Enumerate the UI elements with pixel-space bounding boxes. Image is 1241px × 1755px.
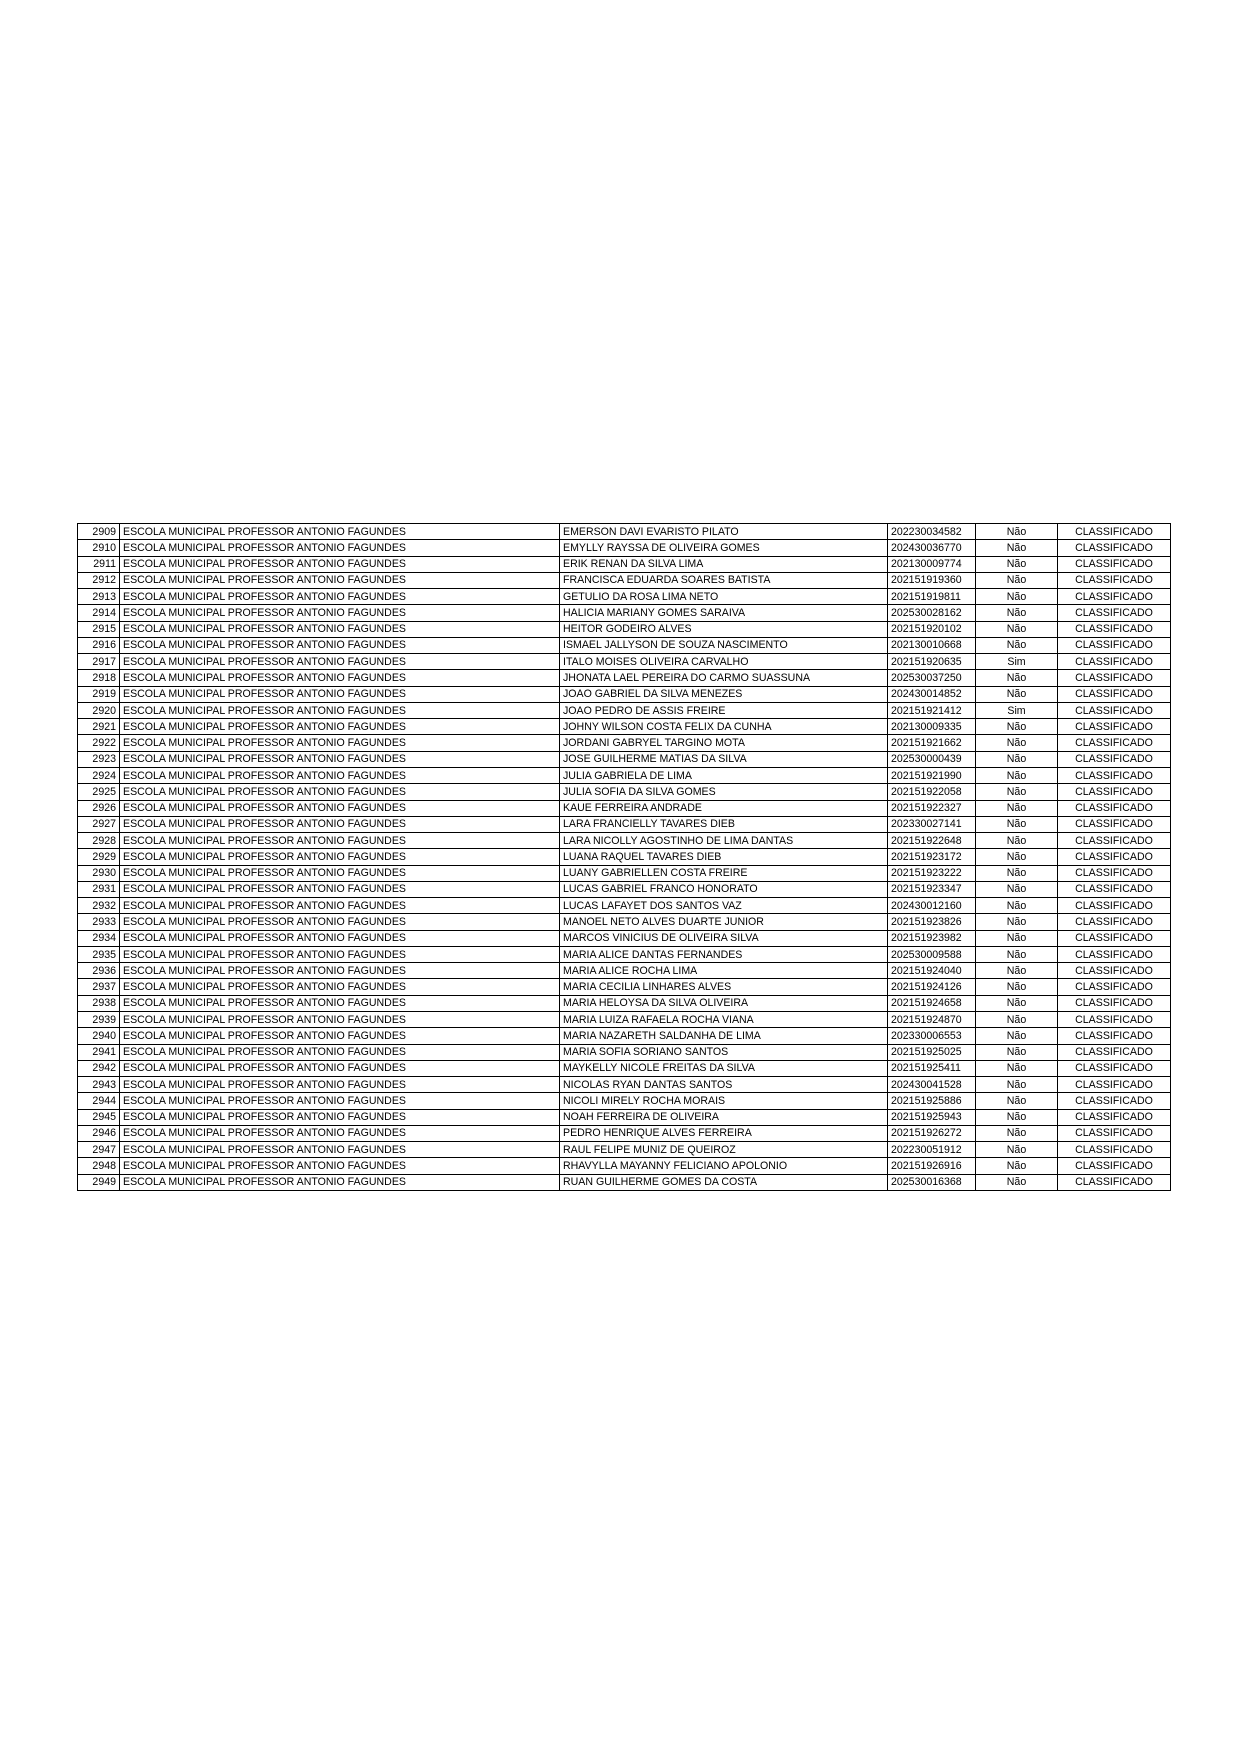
school-name-cell: ESCOLA MUNICIPAL PROFESSOR ANTONIO FAGUNDES <box>120 963 560 979</box>
status-cell: CLASSIFICADO <box>1058 946 1171 962</box>
student-name-cell: JOSE GUILHERME MATIAS DA SILVA <box>560 751 888 767</box>
school-name-cell: ESCOLA MUNICIPAL PROFESSOR ANTONIO FAGUNDES <box>120 995 560 1011</box>
registration-cell: 202151920635 <box>888 654 976 670</box>
registration-cell: 202151921412 <box>888 702 976 718</box>
table-row <box>78 572 1171 588</box>
student-name-cell: MARIA NAZARETH SALDANHA DE LIMA <box>560 1028 888 1044</box>
flag-cell: Não <box>976 605 1058 621</box>
row-number-cell: 2944 <box>78 1093 120 1109</box>
row-number-cell: 2922 <box>78 735 120 751</box>
flag-cell: Não <box>976 621 1058 637</box>
flag-cell: Não <box>976 930 1058 946</box>
status-cell: CLASSIFICADO <box>1058 719 1171 735</box>
student-name-cell: HALICIA MARIANY GOMES SARAIVA <box>560 605 888 621</box>
row-number-cell: 2948 <box>78 1158 120 1174</box>
student-name-cell: MARCOS VINICIUS DE OLIVEIRA SILVA <box>560 930 888 946</box>
registration-cell: 202330027141 <box>888 816 976 832</box>
school-name-cell: ESCOLA MUNICIPAL PROFESSOR ANTONIO FAGUNDES <box>120 686 560 702</box>
flag-cell: Não <box>976 800 1058 816</box>
row-number-cell: 2945 <box>78 1109 120 1125</box>
flag-cell: Não <box>976 1093 1058 1109</box>
student-name-cell: ITALO MOISES OLIVEIRA CARVALHO <box>560 654 888 670</box>
student-name-cell: RUAN GUILHERME GOMES DA COSTA <box>560 1174 888 1190</box>
registration-cell: 202151919811 <box>888 589 976 605</box>
status-cell: CLASSIFICADO <box>1058 621 1171 637</box>
student-name-cell: MANOEL NETO ALVES DUARTE JUNIOR <box>560 914 888 930</box>
flag-cell: Não <box>976 1028 1058 1044</box>
row-number-cell: 2920 <box>78 702 120 718</box>
school-name-cell: ESCOLA MUNICIPAL PROFESSOR ANTONIO FAGUNDES <box>120 1142 560 1158</box>
student-name-cell: JOHNY WILSON COSTA FELIX DA CUNHA <box>560 719 888 735</box>
school-name-cell: ESCOLA MUNICIPAL PROFESSOR ANTONIO FAGUNDES <box>120 719 560 735</box>
registration-cell: 202151923826 <box>888 914 976 930</box>
registration-cell: 202430036770 <box>888 540 976 556</box>
status-cell: CLASSIFICADO <box>1058 784 1171 800</box>
table-row <box>78 914 1171 930</box>
flag-cell: Não <box>976 767 1058 783</box>
registration-cell: 202151924870 <box>888 1011 976 1027</box>
table-row <box>78 524 1171 540</box>
status-cell: CLASSIFICADO <box>1058 1044 1171 1060</box>
row-number-cell: 2914 <box>78 605 120 621</box>
row-number-cell: 2926 <box>78 800 120 816</box>
row-number-cell: 2929 <box>78 849 120 865</box>
student-name-cell: RHAVYLLA MAYANNY FELICIANO APOLONIO <box>560 1158 888 1174</box>
school-name-cell: ESCOLA MUNICIPAL PROFESSOR ANTONIO FAGUNDES <box>120 1174 560 1190</box>
table-row <box>78 898 1171 914</box>
school-name-cell: ESCOLA MUNICIPAL PROFESSOR ANTONIO FAGUNDES <box>120 556 560 572</box>
flag-cell: Não <box>976 816 1058 832</box>
status-cell: CLASSIFICADO <box>1058 686 1171 702</box>
school-name-cell: ESCOLA MUNICIPAL PROFESSOR ANTONIO FAGUNDES <box>120 735 560 751</box>
flag-cell: Não <box>976 751 1058 767</box>
student-name-cell: LARA FRANCIELLY TAVARES DIEB <box>560 816 888 832</box>
row-number-cell: 2928 <box>78 833 120 849</box>
registration-cell: 202430041528 <box>888 1077 976 1093</box>
table-row <box>78 833 1171 849</box>
flag-cell: Não <box>976 1174 1058 1190</box>
registration-cell: 202151921662 <box>888 735 976 751</box>
flag-cell: Não <box>976 686 1058 702</box>
table-row <box>78 589 1171 605</box>
school-name-cell: ESCOLA MUNICIPAL PROFESSOR ANTONIO FAGUNDES <box>120 833 560 849</box>
student-name-cell: MAYKELLY NICOLE FREITAS DA SILVA <box>560 1060 888 1076</box>
status-cell: CLASSIFICADO <box>1058 1109 1171 1125</box>
row-number-cell: 2943 <box>78 1077 120 1093</box>
table-row <box>78 816 1171 832</box>
student-name-cell: JOAO PEDRO DE ASSIS FREIRE <box>560 702 888 718</box>
student-name-cell: HEITOR GODEIRO ALVES <box>560 621 888 637</box>
status-cell: CLASSIFICADO <box>1058 995 1171 1011</box>
row-number-cell: 2912 <box>78 572 120 588</box>
status-cell: CLASSIFICADO <box>1058 914 1171 930</box>
registration-cell: 202151926916 <box>888 1158 976 1174</box>
row-number-cell: 2915 <box>78 621 120 637</box>
row-number-cell: 2938 <box>78 995 120 1011</box>
school-name-cell: ESCOLA MUNICIPAL PROFESSOR ANTONIO FAGUNDES <box>120 979 560 995</box>
status-cell: CLASSIFICADO <box>1058 605 1171 621</box>
registration-cell: 202151924658 <box>888 995 976 1011</box>
table-row <box>78 556 1171 572</box>
school-name-cell: ESCOLA MUNICIPAL PROFESSOR ANTONIO FAGUNDES <box>120 621 560 637</box>
table-row <box>78 865 1171 881</box>
registration-cell: 202151919360 <box>888 572 976 588</box>
flag-cell: Não <box>976 1142 1058 1158</box>
row-number-cell: 2910 <box>78 540 120 556</box>
registration-cell: 202151923222 <box>888 865 976 881</box>
registration-cell: 202330006553 <box>888 1028 976 1044</box>
student-name-cell: FRANCISCA EDUARDA SOARES BATISTA <box>560 572 888 588</box>
registration-cell: 202530037250 <box>888 670 976 686</box>
flag-cell: Não <box>976 1011 1058 1027</box>
table-row <box>78 1044 1171 1060</box>
status-cell: CLASSIFICADO <box>1058 816 1171 832</box>
flag-cell: Não <box>976 1060 1058 1076</box>
flag-cell: Não <box>976 963 1058 979</box>
table-row <box>78 784 1171 800</box>
status-cell: CLASSIFICADO <box>1058 930 1171 946</box>
table-row <box>78 621 1171 637</box>
table-row <box>78 719 1171 735</box>
student-name-cell: EMERSON DAVI EVARISTO PILATO <box>560 524 888 540</box>
student-name-cell: LUANA RAQUEL TAVARES DIEB <box>560 849 888 865</box>
flag-cell: Não <box>976 995 1058 1011</box>
school-name-cell: ESCOLA MUNICIPAL PROFESSOR ANTONIO FAGUNDES <box>120 1060 560 1076</box>
school-name-cell: ESCOLA MUNICIPAL PROFESSOR ANTONIO FAGUNDES <box>120 849 560 865</box>
school-name-cell: ESCOLA MUNICIPAL PROFESSOR ANTONIO FAGUNDES <box>120 816 560 832</box>
registration-cell: 202151924040 <box>888 963 976 979</box>
table-row <box>78 686 1171 702</box>
flag-cell: Sim <box>976 702 1058 718</box>
status-cell: CLASSIFICADO <box>1058 1142 1171 1158</box>
student-name-cell: JULIA SOFIA DA SILVA GOMES <box>560 784 888 800</box>
status-cell: CLASSIFICADO <box>1058 1077 1171 1093</box>
student-name-cell: MARIA ALICE DANTAS FERNANDES <box>560 946 888 962</box>
school-name-cell: ESCOLA MUNICIPAL PROFESSOR ANTONIO FAGUNDES <box>120 670 560 686</box>
table-row <box>78 963 1171 979</box>
row-number-cell: 2932 <box>78 898 120 914</box>
registration-cell: 202430014852 <box>888 686 976 702</box>
row-number-cell: 2909 <box>78 524 120 540</box>
results-table-body <box>78 524 1171 1191</box>
status-cell: CLASSIFICADO <box>1058 735 1171 751</box>
school-name-cell: ESCOLA MUNICIPAL PROFESSOR ANTONIO FAGUNDES <box>120 800 560 816</box>
status-cell: CLASSIFICADO <box>1058 540 1171 556</box>
flag-cell: Não <box>976 670 1058 686</box>
student-name-cell: GETULIO DA ROSA LIMA NETO <box>560 589 888 605</box>
flag-cell: Não <box>976 881 1058 897</box>
flag-cell: Não <box>976 833 1058 849</box>
row-number-cell: 2940 <box>78 1028 120 1044</box>
flag-cell: Não <box>976 979 1058 995</box>
student-name-cell: MARIA LUIZA RAFAELA ROCHA VIANA <box>560 1011 888 1027</box>
row-number-cell: 2931 <box>78 881 120 897</box>
table-row <box>78 1060 1171 1076</box>
status-cell: CLASSIFICADO <box>1058 881 1171 897</box>
table-row <box>78 654 1171 670</box>
flag-cell: Sim <box>976 654 1058 670</box>
status-cell: CLASSIFICADO <box>1058 1158 1171 1174</box>
registration-cell: 202151925886 <box>888 1093 976 1109</box>
status-cell: CLASSIFICADO <box>1058 833 1171 849</box>
status-cell: CLASSIFICADO <box>1058 963 1171 979</box>
table-row <box>78 1142 1171 1158</box>
registration-cell: 202530000439 <box>888 751 976 767</box>
status-cell: CLASSIFICADO <box>1058 572 1171 588</box>
row-number-cell: 2930 <box>78 865 120 881</box>
registration-cell: 202151925025 <box>888 1044 976 1060</box>
status-cell: CLASSIFICADO <box>1058 849 1171 865</box>
status-cell: CLASSIFICADO <box>1058 767 1171 783</box>
flag-cell: Não <box>976 898 1058 914</box>
row-number-cell: 2947 <box>78 1142 120 1158</box>
student-name-cell: PEDRO HENRIQUE ALVES FERREIRA <box>560 1125 888 1141</box>
status-cell: CLASSIFICADO <box>1058 979 1171 995</box>
row-number-cell: 2923 <box>78 751 120 767</box>
student-name-cell: RAUL FELIPE MUNIZ DE QUEIROZ <box>560 1142 888 1158</box>
table-row <box>78 979 1171 995</box>
flag-cell: Não <box>976 914 1058 930</box>
status-cell: CLASSIFICADO <box>1058 702 1171 718</box>
school-name-cell: ESCOLA MUNICIPAL PROFESSOR ANTONIO FAGUNDES <box>120 767 560 783</box>
flag-cell: Não <box>976 540 1058 556</box>
registration-cell: 202151922327 <box>888 800 976 816</box>
table-row <box>78 995 1171 1011</box>
status-cell: CLASSIFICADO <box>1058 556 1171 572</box>
registration-cell: 202530028162 <box>888 605 976 621</box>
student-name-cell: ERIK RENAN DA SILVA LIMA <box>560 556 888 572</box>
flag-cell: Não <box>976 524 1058 540</box>
registration-cell: 202530016368 <box>888 1174 976 1190</box>
row-number-cell: 2911 <box>78 556 120 572</box>
flag-cell: Não <box>976 637 1058 653</box>
school-name-cell: ESCOLA MUNICIPAL PROFESSOR ANTONIO FAGUNDES <box>120 865 560 881</box>
status-cell: CLASSIFICADO <box>1058 637 1171 653</box>
table-row <box>78 702 1171 718</box>
student-name-cell: JORDANI GABRYEL TARGINO MOTA <box>560 735 888 751</box>
student-name-cell: EMYLLY RAYSSA DE OLIVEIRA GOMES <box>560 540 888 556</box>
school-name-cell: ESCOLA MUNICIPAL PROFESSOR ANTONIO FAGUNDES <box>120 654 560 670</box>
registration-cell: 202151925411 <box>888 1060 976 1076</box>
flag-cell: Não <box>976 572 1058 588</box>
table-row <box>78 1158 1171 1174</box>
school-name-cell: ESCOLA MUNICIPAL PROFESSOR ANTONIO FAGUNDES <box>120 524 560 540</box>
registration-cell: 202130009774 <box>888 556 976 572</box>
school-name-cell: ESCOLA MUNICIPAL PROFESSOR ANTONIO FAGUNDES <box>120 1125 560 1141</box>
flag-cell: Não <box>976 1109 1058 1125</box>
table-row <box>78 1174 1171 1190</box>
registration-cell: 202151921990 <box>888 767 976 783</box>
flag-cell: Não <box>976 1077 1058 1093</box>
student-name-cell: KAUE FERREIRA ANDRADE <box>560 800 888 816</box>
table-row <box>78 637 1171 653</box>
registration-cell: 202230034582 <box>888 524 976 540</box>
table-row <box>78 1077 1171 1093</box>
status-cell: CLASSIFICADO <box>1058 1011 1171 1027</box>
row-number-cell: 2933 <box>78 914 120 930</box>
row-number-cell: 2942 <box>78 1060 120 1076</box>
school-name-cell: ESCOLA MUNICIPAL PROFESSOR ANTONIO FAGUNDES <box>120 914 560 930</box>
registration-cell: 202151924126 <box>888 979 976 995</box>
table-row <box>78 1109 1171 1125</box>
row-number-cell: 2927 <box>78 816 120 832</box>
registration-cell: 202151920102 <box>888 621 976 637</box>
student-name-cell: MARIA ALICE ROCHA LIMA <box>560 963 888 979</box>
school-name-cell: ESCOLA MUNICIPAL PROFESSOR ANTONIO FAGUNDES <box>120 1011 560 1027</box>
row-number-cell: 2946 <box>78 1125 120 1141</box>
status-cell: CLASSIFICADO <box>1058 865 1171 881</box>
status-cell: CLASSIFICADO <box>1058 524 1171 540</box>
row-number-cell: 2918 <box>78 670 120 686</box>
flag-cell: Não <box>976 719 1058 735</box>
school-name-cell: ESCOLA MUNICIPAL PROFESSOR ANTONIO FAGUNDES <box>120 589 560 605</box>
registration-cell: 202151922058 <box>888 784 976 800</box>
table-row <box>78 767 1171 783</box>
results-table <box>77 523 1171 1191</box>
student-name-cell: LUCAS GABRIEL FRANCO HONORATO <box>560 881 888 897</box>
row-number-cell: 2916 <box>78 637 120 653</box>
flag-cell: Não <box>976 865 1058 881</box>
row-number-cell: 2921 <box>78 719 120 735</box>
registration-cell: 202130010668 <box>888 637 976 653</box>
flag-cell: Não <box>976 1158 1058 1174</box>
student-name-cell: LARA NICOLLY AGOSTINHO DE LIMA DANTAS <box>560 833 888 849</box>
student-name-cell: NOAH FERREIRA DE OLIVEIRA <box>560 1109 888 1125</box>
registration-cell: 202151925943 <box>888 1109 976 1125</box>
student-name-cell: MARIA SOFIA SORIANO SANTOS <box>560 1044 888 1060</box>
table-row <box>78 881 1171 897</box>
school-name-cell: ESCOLA MUNICIPAL PROFESSOR ANTONIO FAGUNDES <box>120 1109 560 1125</box>
table-row <box>78 1125 1171 1141</box>
student-name-cell: JULIA GABRIELA DE LIMA <box>560 767 888 783</box>
registration-cell: 202151923982 <box>888 930 976 946</box>
school-name-cell: ESCOLA MUNICIPAL PROFESSOR ANTONIO FAGUNDES <box>120 898 560 914</box>
table-row <box>78 670 1171 686</box>
table-row <box>78 800 1171 816</box>
school-name-cell: ESCOLA MUNICIPAL PROFESSOR ANTONIO FAGUNDES <box>120 1044 560 1060</box>
status-cell: CLASSIFICADO <box>1058 1028 1171 1044</box>
student-name-cell: NICOLAS RYAN DANTAS SANTOS <box>560 1077 888 1093</box>
student-name-cell: MARIA HELOYSA DA SILVA OLIVEIRA <box>560 995 888 1011</box>
flag-cell: Não <box>976 849 1058 865</box>
table-row <box>78 540 1171 556</box>
school-name-cell: ESCOLA MUNICIPAL PROFESSOR ANTONIO FAGUNDES <box>120 572 560 588</box>
registration-cell: 202130009335 <box>888 719 976 735</box>
table-row <box>78 751 1171 767</box>
status-cell: CLASSIFICADO <box>1058 800 1171 816</box>
status-cell: CLASSIFICADO <box>1058 670 1171 686</box>
status-cell: CLASSIFICADO <box>1058 1093 1171 1109</box>
status-cell: CLASSIFICADO <box>1058 1060 1171 1076</box>
flag-cell: Não <box>976 784 1058 800</box>
row-number-cell: 2939 <box>78 1011 120 1027</box>
registration-cell: 202151922648 <box>888 833 976 849</box>
table-row <box>78 605 1171 621</box>
row-number-cell: 2949 <box>78 1174 120 1190</box>
school-name-cell: ESCOLA MUNICIPAL PROFESSOR ANTONIO FAGUNDES <box>120 881 560 897</box>
flag-cell: Não <box>976 1044 1058 1060</box>
table-row <box>78 1028 1171 1044</box>
status-cell: CLASSIFICADO <box>1058 1125 1171 1141</box>
table-row <box>78 946 1171 962</box>
table-row <box>78 1093 1171 1109</box>
row-number-cell: 2941 <box>78 1044 120 1060</box>
school-name-cell: ESCOLA MUNICIPAL PROFESSOR ANTONIO FAGUNDES <box>120 1028 560 1044</box>
school-name-cell: ESCOLA MUNICIPAL PROFESSOR ANTONIO FAGUNDES <box>120 930 560 946</box>
status-cell: CLASSIFICADO <box>1058 751 1171 767</box>
school-name-cell: ESCOLA MUNICIPAL PROFESSOR ANTONIO FAGUNDES <box>120 1158 560 1174</box>
row-number-cell: 2924 <box>78 767 120 783</box>
student-name-cell: LUANY GABRIELLEN COSTA FREIRE <box>560 865 888 881</box>
status-cell: CLASSIFICADO <box>1058 589 1171 605</box>
school-name-cell: ESCOLA MUNICIPAL PROFESSOR ANTONIO FAGUNDES <box>120 946 560 962</box>
student-name-cell: NICOLI MIRELY ROCHA MORAIS <box>560 1093 888 1109</box>
row-number-cell: 2934 <box>78 930 120 946</box>
status-cell: CLASSIFICADO <box>1058 898 1171 914</box>
school-name-cell: ESCOLA MUNICIPAL PROFESSOR ANTONIO FAGUNDES <box>120 1093 560 1109</box>
school-name-cell: ESCOLA MUNICIPAL PROFESSOR ANTONIO FAGUNDES <box>120 702 560 718</box>
row-number-cell: 2925 <box>78 784 120 800</box>
status-cell: CLASSIFICADO <box>1058 1174 1171 1190</box>
registration-cell: 202230051912 <box>888 1142 976 1158</box>
row-number-cell: 2935 <box>78 946 120 962</box>
registration-cell: 202430012160 <box>888 898 976 914</box>
table-row <box>78 735 1171 751</box>
status-cell: CLASSIFICADO <box>1058 654 1171 670</box>
registration-cell: 202151923172 <box>888 849 976 865</box>
student-name-cell: JOAO GABRIEL DA SILVA MENEZES <box>560 686 888 702</box>
row-number-cell: 2917 <box>78 654 120 670</box>
flag-cell: Não <box>976 735 1058 751</box>
school-name-cell: ESCOLA MUNICIPAL PROFESSOR ANTONIO FAGUNDES <box>120 540 560 556</box>
school-name-cell: ESCOLA MUNICIPAL PROFESSOR ANTONIO FAGUNDES <box>120 784 560 800</box>
registration-cell: 202151926272 <box>888 1125 976 1141</box>
flag-cell: Não <box>976 946 1058 962</box>
student-name-cell: ISMAEL JALLYSON DE SOUZA NASCIMENTO <box>560 637 888 653</box>
table-row <box>78 849 1171 865</box>
registration-cell: 202530009588 <box>888 946 976 962</box>
school-name-cell: ESCOLA MUNICIPAL PROFESSOR ANTONIO FAGUNDES <box>120 1077 560 1093</box>
row-number-cell: 2937 <box>78 979 120 995</box>
school-name-cell: ESCOLA MUNICIPAL PROFESSOR ANTONIO FAGUNDES <box>120 751 560 767</box>
flag-cell: Não <box>976 556 1058 572</box>
student-name-cell: MARIA CECILIA LINHARES ALVES <box>560 979 888 995</box>
document-page <box>77 523 1170 1191</box>
flag-cell: Não <box>976 589 1058 605</box>
table-row <box>78 930 1171 946</box>
student-name-cell: LUCAS LAFAYET DOS SANTOS VAZ <box>560 898 888 914</box>
row-number-cell: 2913 <box>78 589 120 605</box>
row-number-cell: 2936 <box>78 963 120 979</box>
row-number-cell: 2919 <box>78 686 120 702</box>
school-name-cell: ESCOLA MUNICIPAL PROFESSOR ANTONIO FAGUNDES <box>120 637 560 653</box>
student-name-cell: JHONATA LAEL PEREIRA DO CARMO SUASSUNA <box>560 670 888 686</box>
school-name-cell: ESCOLA MUNICIPAL PROFESSOR ANTONIO FAGUNDES <box>120 605 560 621</box>
registration-cell: 202151923347 <box>888 881 976 897</box>
flag-cell: Não <box>976 1125 1058 1141</box>
table-row <box>78 1011 1171 1027</box>
